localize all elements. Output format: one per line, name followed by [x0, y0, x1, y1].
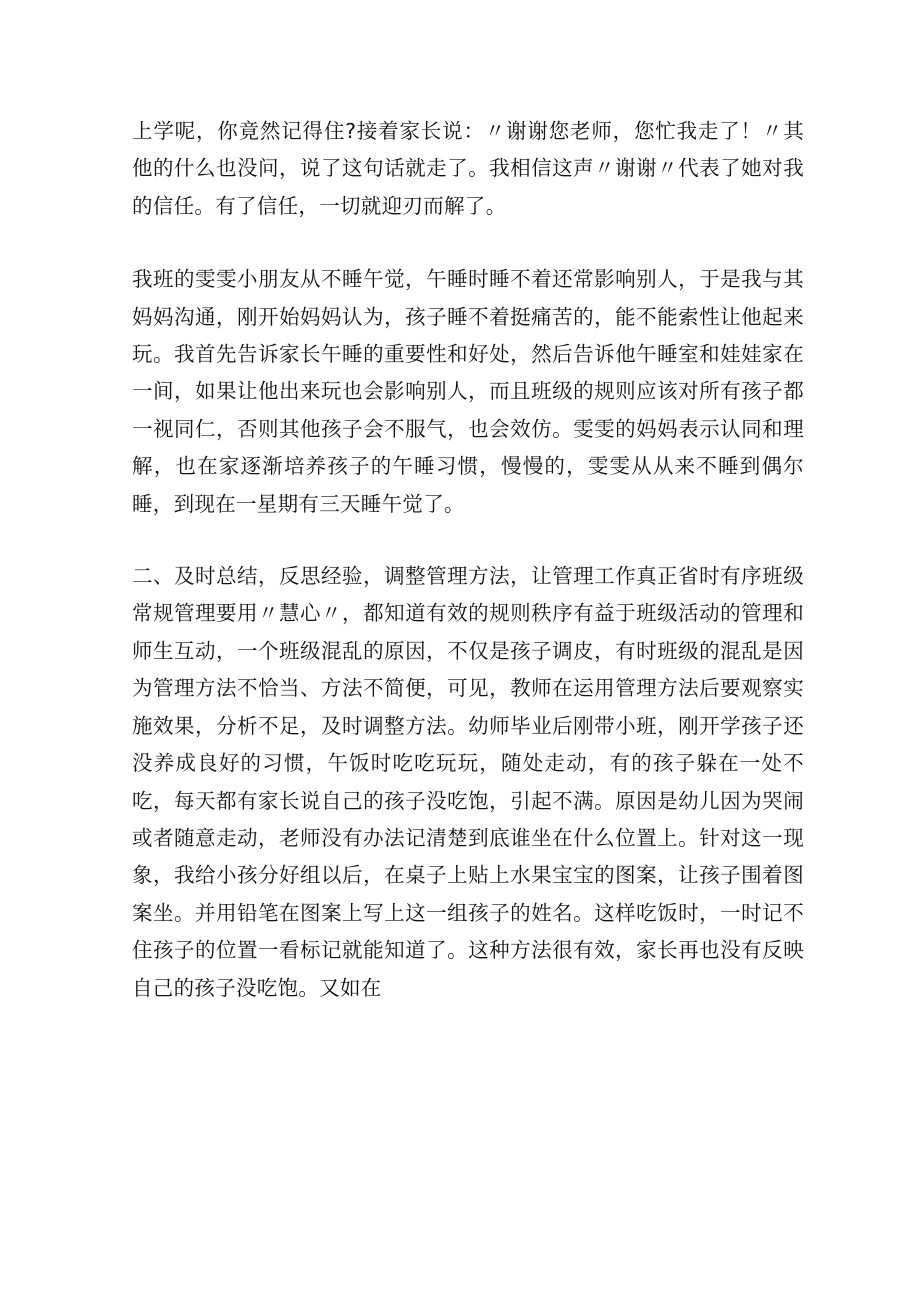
document-page — [132, 113, 804, 1007]
paragraph-management-methods: 二、及时总结，反思经验，调整管理方法，让管理工作真正省时有序班级常规管理要用〃慧心〃，都知道有效的规则秩序有益于班级活动的管理和师生互动，一个班级混乱的原因，不仅是孩子调皮，有时班级的混乱是因为管理方法不恰当、方法不简便，可见，教师在运用管理方法后要观察实施效果，分析不足，及时调整方法。幼师毕业后刚带小班，刚开学孩子还没养成良好的习惯，午饭时吃吃玩玩，随处走动，有的孩子躲在一处不吃，每天都有家长说自己的孩子没吃饱，引起不满。原因是幼儿因为哭闹或者随意走动，老师没有办法记清楚到底谁坐在什么位置上。针对这一现象，我给小孩分好组以后，在桌子上贴上水果宝宝的图案，让孩子围着图案坐。并用铅笔在图案上写上这一组孩子的姓名。这样吃饭时，一时记不住孩子的位置一看标记就能知道了。这种方法很有效，家长再也没有反映自己的孩子没吃饱。又如在 — [132, 564, 804, 1000]
paragraph-nap-routine: 我班的雯雯小朋友从不睡午觉，午睡时睡不着还常影响别人，于是我与其妈妈沟通，刚开始妈妈认为，孩子睡不着挺痛苦的，能不能索性让他起来玩。我首先告诉家长午睡的重要性和好处，然后告诉他午睡室和娃娃家在一间，如果让他出来玩也会影响别人，而且班级的规则应该对所有孩子都一视同仁，否则其他孩子会不服气，也会效仿。雯雯的妈妈表示认同和理解，也在家逐渐培养孩子的午睡习惯，慢慢的，雯雯从从来不睡到偶尔睡，到现在一星期有三天睡午觉了。 — [132, 267, 804, 516]
paragraph-trust: 上学呢，你竟然记得住?接着家长说：〃谢谢您老师，您忙我走了！〃其他的什么也没问，说了这句话就走了。我相信这声〃谢谢〃代表了她对我的信任。有了信任，一切就迎刃而解了。 — [132, 119, 804, 218]
